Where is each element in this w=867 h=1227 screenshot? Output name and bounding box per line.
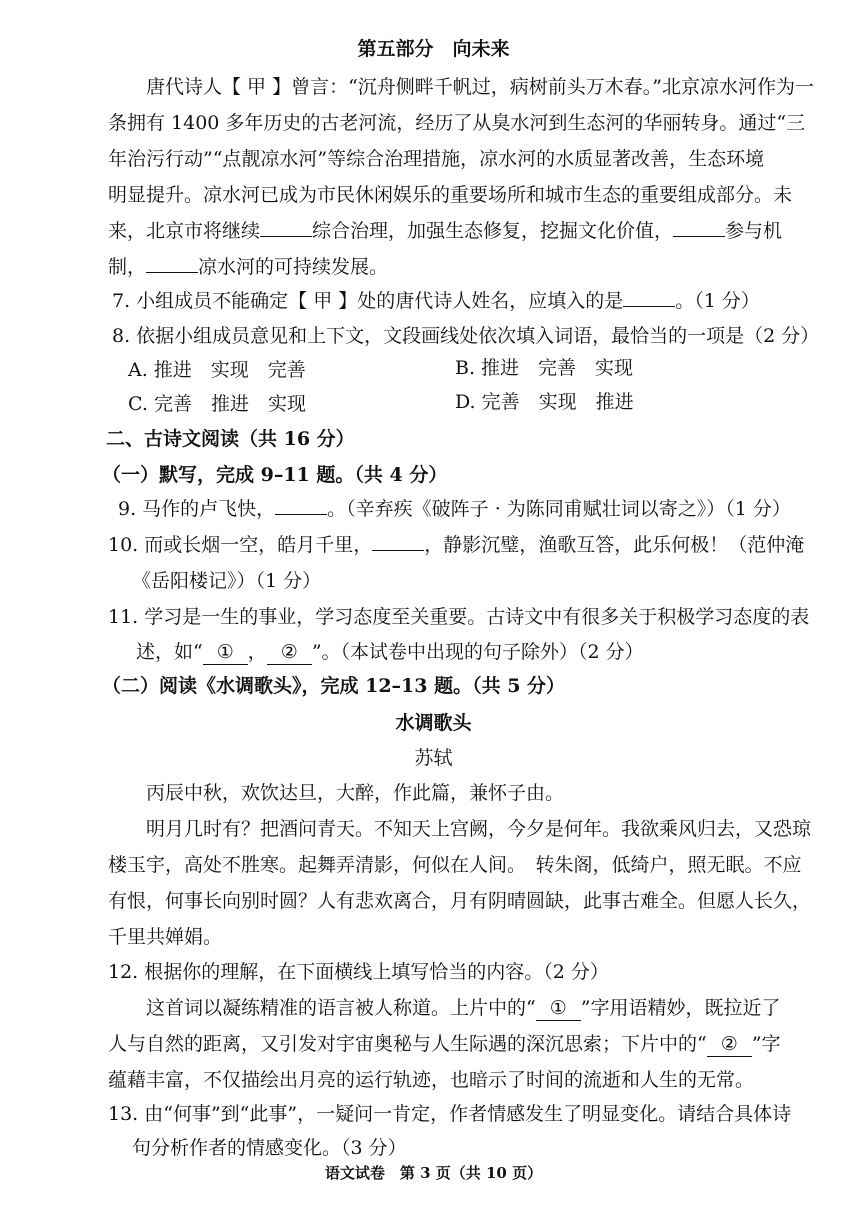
passage-line [108,255,388,279]
question-text: 。（1 分） [675,290,760,312]
part-2-title: 二、古诗文阅读（共 16 分） [106,428,355,450]
poem-line: 明月几时有？把酒问青天。不知天上宫阙，今夕是何年。我欲乘风归去，又恐琼 [146,818,812,840]
answer-slot-1[interactable]: ① [536,996,581,1021]
poem-preface: 丙辰中秋，欢饮达旦，大醉，作此篇，兼怀子由。 [146,782,565,804]
passage-line: 明显提升。凉水河已成为市民休闲娱乐的重要场所和城市生态的重要组成部分。未 [108,184,793,206]
question-12: 12. 根据你的理解，在下面横线上填写恰当的内容。（2 分） [108,961,609,983]
question-12-line: 蕴藉丰富，不仅描绘出月亮的运行轨迹，也暗示了时间的流逝和人生的无常。 [108,1069,755,1091]
subsection-2-title: （二）阅读《水调歌头》，完成 12–13 题。（共 5 分） [102,675,566,697]
question-text: 10. 而或长烟一空，皓月千里， [108,534,373,556]
option-a[interactable]: A. 推进 实现 完善 [128,359,306,381]
option-b[interactable]: B. 推进 完善 实现 [455,357,634,379]
passage-line: 条拥有 1400 多年历史的古老河流，经历了从臭水河到生态河的华丽转身。通过“三 [108,112,806,134]
option-d[interactable]: D. 完善 实现 推进 [455,391,634,413]
subsection-title-text: （一）默写，完成 9–11 题。（共 4 分） [102,464,448,486]
passage-text: 综合治理，加强生态修复，挖掘文化价值， [312,220,674,242]
question-text: 。（辛弃疾《破阵子 · 为陈同甫赋壮词以寄之》）（1 分） [327,498,791,520]
subsection-1-title [102,463,447,487]
fill-blank[interactable] [673,219,725,237]
question-text: 7. 小组成员不能确定【 甲 】处的唐代诗人姓名，应填入的是 [112,290,624,312]
question-10-cont: 《岳阳楼记》）（1 分） [132,570,322,592]
question-11-cont [136,640,644,665]
question-text: 人与自然的距离，又引发对宇宙奥秘与人生际遇的深沉思索；下片中的“ [108,1033,707,1055]
poem-title: 水调歌头 [395,712,472,734]
passage-text: 来，北京市将继续 [108,220,261,242]
passage-text: 参与机 [725,220,783,242]
question-text: 这首词以凝练精准的语言被人称道。上片中的“ [146,997,536,1019]
answer-slot-1[interactable]: ① [203,640,248,665]
fill-blank[interactable] [275,497,327,515]
passage-text: 制， [108,256,147,278]
poem-line: 有恨，何事长向别时圆？人有悲欢离合，月有阴晴圆缺，此事古难全。但愿人长久， [108,890,812,912]
fill-blank[interactable] [260,219,312,237]
answer-slot-2[interactable]: ② [267,640,312,665]
answer-slot-2[interactable]: ② [707,1032,752,1057]
section-title: 第五部分 向未来 [357,38,510,60]
passage-line: 唐代诗人【 甲 】曾言：“沉舟侧畔千帆过，病树前头万木春。”北京凉水河作为一 [146,76,815,98]
question-text: ”字 [751,1033,781,1055]
question-10 [108,533,804,557]
question-12-line [108,1032,780,1057]
poem-line: 千里共婵娟。 [108,926,223,948]
question-text: ”。（本试卷中出现的句子除外）（2 分） [311,641,644,663]
option-c[interactable]: C. 完善 推进 实现 [128,393,306,415]
passage-line: 年治污行动”“点靓凉水河”等综合治理措施，凉水河的水质显著改善，生态环境 [108,148,765,170]
question-text: 述，如“ [136,641,203,663]
poem-author: 苏轼 [414,747,453,769]
question-text: ，静影沉璧，渔歌互答，此乐何极！（范仲淹 [424,534,805,556]
passage-text: 凉水河的可持续发展。 [198,256,389,278]
fill-blank[interactable] [146,255,198,273]
question-text: 9. 马作的卢飞快， [118,498,276,520]
question-text: ”字用语精妙，既拉近了 [580,997,781,1019]
question-text: ， [247,641,267,663]
question-12-line [146,996,780,1021]
question-11: 11. 学习是一生的事业，学习态度至关重要。古诗文中有很多关于积极学习态度的表 [108,606,810,628]
fill-blank[interactable] [623,289,675,307]
poem-line: 楼玉宇，高处不胜寒。起舞弄清影，何似在人间。 转朱阁，低绮户，照无眠。不应 [108,854,802,876]
question-9 [118,497,791,521]
passage-line [108,219,782,243]
page-footer: 语文试卷 第 3 页（共 10 页） [324,1164,543,1182]
question-7 [112,289,760,313]
question-8-stem: 8. 依据小组成员意见和上下文，文段画线处依次填入词语，最恰当的一项是（2 分） [112,325,820,347]
fill-blank[interactable] [372,533,424,551]
question-13-cont: 句分析作者的情感变化。（3 分） [132,1137,407,1159]
question-13: 13. 由“何事”到“此事”，一疑问一肯定，作者情感发生了明显变化。请结合具体诗 [108,1103,792,1125]
